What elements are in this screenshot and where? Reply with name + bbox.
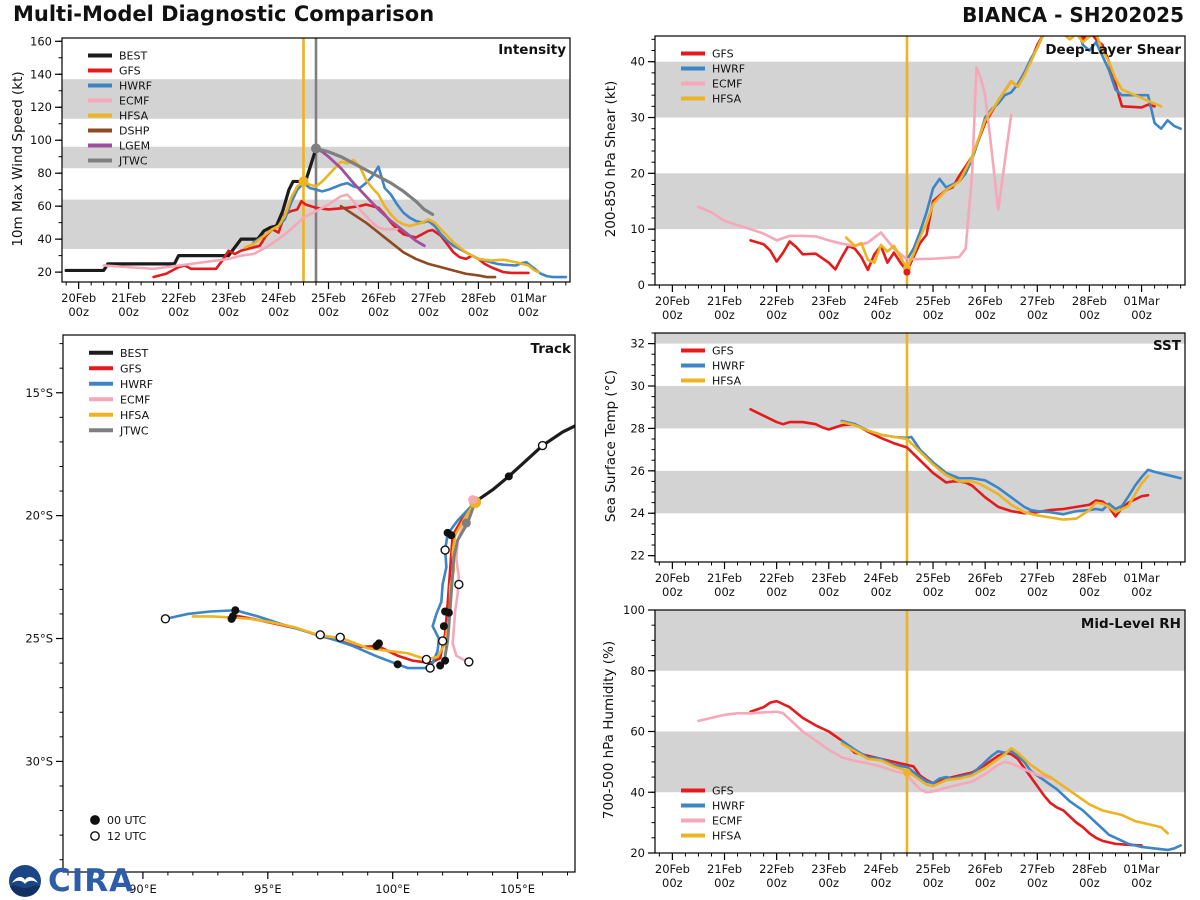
marker-00utc xyxy=(394,660,402,668)
x-tick-sublabel: 00z xyxy=(766,876,787,890)
init-dot-hfsa xyxy=(903,769,911,777)
x-tick-label: 26Feb xyxy=(360,291,396,305)
storm-title: BIANCA - SH202025 xyxy=(962,3,1184,27)
marker-12utc xyxy=(336,633,344,641)
marker-legend-label: 12 UTC xyxy=(107,830,147,843)
x-tick-sublabel: 00z xyxy=(1026,876,1048,890)
legend-label-GFS: GFS xyxy=(712,344,734,358)
legend-label-GFS: GFS xyxy=(712,784,734,798)
panel-shear xyxy=(630,25,1185,322)
marker-00utc xyxy=(375,639,383,647)
x-tick-sublabel: 00z xyxy=(1026,308,1048,322)
legend-label-ECMF: ECMF xyxy=(712,77,743,91)
y-tick-label: 40 xyxy=(37,232,52,247)
x-tick-label: 23Feb xyxy=(811,294,847,308)
x-tick-label: 20Feb xyxy=(654,294,690,308)
marker-00utc xyxy=(228,615,236,623)
y-tick-label: 140 xyxy=(30,67,52,82)
track-HFSA xyxy=(193,502,475,659)
lat-tick-label: 30°S xyxy=(25,754,53,769)
panel-title-shear: Deep-Layer Shear xyxy=(1045,42,1181,58)
x-tick-label: 01Mar xyxy=(1123,294,1160,308)
x-tick-label: 25Feb xyxy=(915,571,951,585)
x-tick-label: 23Feb xyxy=(211,291,247,305)
y-tick-label: 20 xyxy=(630,166,645,181)
x-tick-sublabel: 00z xyxy=(518,305,539,319)
panel-track xyxy=(25,335,577,899)
lon-tick-label: 90°E xyxy=(129,882,157,896)
legend-label-GFS: GFS xyxy=(120,362,142,376)
panel-sst xyxy=(630,333,1185,599)
x-tick-label: 22Feb xyxy=(759,571,795,585)
x-tick-sublabel: 00z xyxy=(1131,308,1152,322)
lon-tick-label: 100°E xyxy=(375,882,411,896)
marker-12utc xyxy=(539,442,547,450)
x-tick-label: 21Feb xyxy=(707,571,743,585)
x-tick-label: 28Feb xyxy=(1071,862,1107,876)
panel-title-sst: SST xyxy=(1152,338,1181,354)
x-tick-label: 24Feb xyxy=(863,862,899,876)
y-tick-label: 28 xyxy=(630,421,645,436)
x-tick-sublabel: 00z xyxy=(922,876,944,890)
x-tick-sublabel: 00z xyxy=(818,585,840,599)
x-tick-label: 27Feb xyxy=(1019,571,1055,585)
y-tick-label: 60 xyxy=(37,199,52,214)
marker-12utc xyxy=(316,631,324,639)
y-tick-label: 120 xyxy=(30,100,52,115)
y-axis-label-rh: 700-500 hPa Humidity (%) xyxy=(601,640,617,820)
category-band xyxy=(655,173,1185,229)
x-tick-label: 01Mar xyxy=(1123,571,1160,585)
x-tick-sublabel: 00z xyxy=(818,876,840,890)
x-tick-label: 25Feb xyxy=(915,294,951,308)
legend-label-BEST: BEST xyxy=(119,49,148,63)
x-tick-sublabel: 00z xyxy=(368,305,389,319)
x-tick-label: 22Feb xyxy=(759,294,795,308)
cira-logo: CIRA xyxy=(48,863,135,899)
init-dot-jtwc xyxy=(311,143,321,153)
y-tick-label: 26 xyxy=(630,463,645,478)
x-tick-sublabel: 00z xyxy=(1079,308,1100,322)
x-tick-label: 22Feb xyxy=(759,862,795,876)
y-axis-label-intensity: 10m Max Wind Speed (kt) xyxy=(10,71,26,247)
x-tick-label: 28Feb xyxy=(460,291,496,305)
category-band xyxy=(655,333,1185,344)
x-tick-label: 26Feb xyxy=(967,862,1003,876)
x-tick-sublabel: 00z xyxy=(974,308,996,322)
track-series-group xyxy=(161,425,577,672)
x-tick-sublabel: 00z xyxy=(870,876,892,890)
legend-label-DSHP: DSHP xyxy=(119,124,150,138)
x-tick-label: 23Feb xyxy=(811,571,847,585)
x-tick-label: 26Feb xyxy=(967,294,1003,308)
x-tick-label: 20Feb xyxy=(654,571,690,585)
panel-title-intensity: Intensity xyxy=(498,42,566,58)
page-title: Multi-Model Diagnostic Comparison xyxy=(13,2,435,26)
x-tick-sublabel: 00z xyxy=(870,308,892,322)
y-tick-label: 60 xyxy=(630,724,645,739)
y-tick-label: 10 xyxy=(630,222,645,237)
track-init-dot xyxy=(462,519,471,528)
x-tick-label: 26Feb xyxy=(967,571,1003,585)
legend-label-ECMF: ECMF xyxy=(119,94,150,108)
x-tick-label: 24Feb xyxy=(261,291,297,305)
x-tick-sublabel: 00z xyxy=(318,305,339,319)
lon-tick-label: 105°E xyxy=(500,882,536,896)
x-tick-sublabel: 00z xyxy=(468,305,489,319)
marker-12utc xyxy=(441,546,449,554)
x-tick-label: 01Mar xyxy=(1123,862,1160,876)
y-tick-label: 30 xyxy=(630,110,645,125)
marker-12utc xyxy=(439,637,447,645)
x-tick-sublabel: 00z xyxy=(1026,585,1048,599)
legend-label-LGEM: LGEM xyxy=(119,139,151,153)
y-tick-label: 100 xyxy=(623,603,645,617)
marker-12utc xyxy=(465,658,473,666)
y-tick-label: 30 xyxy=(630,379,645,394)
y-tick-label: 20 xyxy=(37,265,52,280)
x-tick-sublabel: 00z xyxy=(714,585,735,599)
init-dot-hfsa xyxy=(299,176,309,186)
x-tick-sublabel: 00z xyxy=(766,585,787,599)
x-tick-sublabel: 00z xyxy=(68,305,89,319)
x-tick-sublabel: 00z xyxy=(1079,876,1100,890)
x-tick-sublabel: 00z xyxy=(168,305,189,319)
lon-tick-label: 95°E xyxy=(253,882,282,896)
y-tick-label: 80 xyxy=(37,166,52,181)
legend-label-GFS: GFS xyxy=(712,47,734,61)
x-tick-label: 22Feb xyxy=(161,291,197,305)
lat-tick-label: 15°S xyxy=(25,385,53,400)
panel-rh xyxy=(623,603,1185,890)
track-init-dot xyxy=(468,495,477,504)
y-tick-label: 40 xyxy=(630,54,645,69)
legend-label-JTWC: JTWC xyxy=(119,154,148,168)
legend-label-JTWC: JTWC xyxy=(120,424,149,438)
x-tick-sublabel: 00z xyxy=(268,305,289,319)
legend-label-HWRF: HWRF xyxy=(119,79,153,93)
legend-label-HWRF: HWRF xyxy=(712,359,746,373)
panel-intensity xyxy=(30,34,570,319)
legend-label-ECMF: ECMF xyxy=(712,814,743,828)
x-tick-label: 20Feb xyxy=(654,862,690,876)
x-tick-label: 23Feb xyxy=(811,862,847,876)
y-axis-label-shear: 200-850 hPa Shear (kt) xyxy=(603,80,619,238)
x-tick-label: 20Feb xyxy=(61,291,97,305)
x-tick-label: 27Feb xyxy=(1019,862,1055,876)
y-tick-label: 24 xyxy=(630,506,645,521)
legend-label-BEST: BEST xyxy=(120,346,149,360)
init-dot-gfs xyxy=(903,269,910,276)
footer-logos xyxy=(8,864,134,898)
legend-label-ECMF: ECMF xyxy=(120,393,151,407)
y-tick-label: 20 xyxy=(630,846,645,860)
marker-legend xyxy=(91,814,147,843)
filled-marker-swatch xyxy=(91,816,99,824)
x-tick-sublabel: 00z xyxy=(714,308,735,322)
y-tick-label: 100 xyxy=(30,133,52,148)
x-tick-label: 27Feb xyxy=(410,291,446,305)
marker-00utc xyxy=(447,531,455,539)
y-tick-label: 40 xyxy=(630,785,645,800)
y-axis-label-sst: Sea Surface Temp (°C) xyxy=(603,369,619,523)
marker-12utc xyxy=(426,664,434,672)
y-tick-label: 32 xyxy=(630,336,645,351)
y-tick-label: 160 xyxy=(30,34,52,49)
marker-00utc xyxy=(505,472,513,480)
x-tick-label: 25Feb xyxy=(915,862,951,876)
legend-label-HFSA: HFSA xyxy=(712,374,742,388)
lat-tick-label: 20°S xyxy=(25,508,53,523)
noaa-logo xyxy=(8,864,44,898)
legend-label-HFSA: HFSA xyxy=(120,408,150,422)
x-tick-sublabel: 00z xyxy=(870,585,892,599)
marker-00utc xyxy=(436,662,444,670)
x-tick-label: 24Feb xyxy=(863,571,899,585)
legend-label-HWRF: HWRF xyxy=(120,377,154,391)
y-tick-label: 0 xyxy=(637,278,645,292)
x-tick-label: 25Feb xyxy=(310,291,346,305)
x-tick-label: 21Feb xyxy=(111,291,147,305)
x-tick-sublabel: 00z xyxy=(418,305,439,319)
x-tick-sublabel: 00z xyxy=(118,305,139,319)
panel-title-track: Track xyxy=(530,341,571,357)
x-tick-sublabel: 00z xyxy=(922,308,944,322)
x-tick-sublabel: 00z xyxy=(818,308,840,322)
track-BEST xyxy=(466,425,577,523)
x-tick-label: 21Feb xyxy=(707,294,743,308)
category-band xyxy=(655,386,1185,428)
open-marker-swatch xyxy=(91,832,99,840)
marker-12utc xyxy=(455,580,463,588)
x-tick-label: 01Mar xyxy=(510,291,547,305)
x-tick-sublabel: 00z xyxy=(974,876,996,890)
x-tick-sublabel: 00z xyxy=(662,876,683,890)
y-tick-label: 80 xyxy=(630,663,645,678)
marker-legend-label: 00 UTC xyxy=(107,814,147,827)
panel-title-rh: Mid-Level RH xyxy=(1080,616,1181,632)
marker-00utc xyxy=(445,609,453,617)
marker-12utc xyxy=(422,655,430,663)
legend-label-HFSA: HFSA xyxy=(119,109,149,123)
x-tick-sublabel: 00z xyxy=(974,585,996,599)
x-tick-label: 27Feb xyxy=(1019,294,1055,308)
x-tick-label: 21Feb xyxy=(707,862,743,876)
x-tick-sublabel: 00z xyxy=(662,585,683,599)
x-tick-sublabel: 00z xyxy=(1079,585,1100,599)
x-tick-sublabel: 00z xyxy=(766,308,787,322)
x-tick-label: 28Feb xyxy=(1071,571,1107,585)
lat-tick-label: 25°S xyxy=(25,631,53,646)
x-tick-sublabel: 00z xyxy=(922,585,944,599)
legend-label-HFSA: HFSA xyxy=(712,829,742,843)
x-tick-sublabel: 00z xyxy=(1131,876,1152,890)
x-tick-sublabel: 00z xyxy=(714,876,735,890)
category-band xyxy=(655,732,1185,793)
legend-label-GFS: GFS xyxy=(119,64,141,78)
legend-label-HWRF: HWRF xyxy=(712,62,746,76)
marker-12utc xyxy=(161,615,169,623)
y-tick-label: 22 xyxy=(630,548,645,563)
x-tick-sublabel: 00z xyxy=(662,308,683,322)
x-tick-sublabel: 00z xyxy=(218,305,239,319)
x-tick-label: 24Feb xyxy=(863,294,899,308)
track-HWRF xyxy=(165,502,475,668)
x-tick-label: 28Feb xyxy=(1071,294,1107,308)
marker-00utc xyxy=(440,622,448,630)
x-tick-sublabel: 00z xyxy=(1131,585,1152,599)
legend-label-HWRF: HWRF xyxy=(712,799,746,813)
legend-label-HFSA: HFSA xyxy=(712,92,742,106)
